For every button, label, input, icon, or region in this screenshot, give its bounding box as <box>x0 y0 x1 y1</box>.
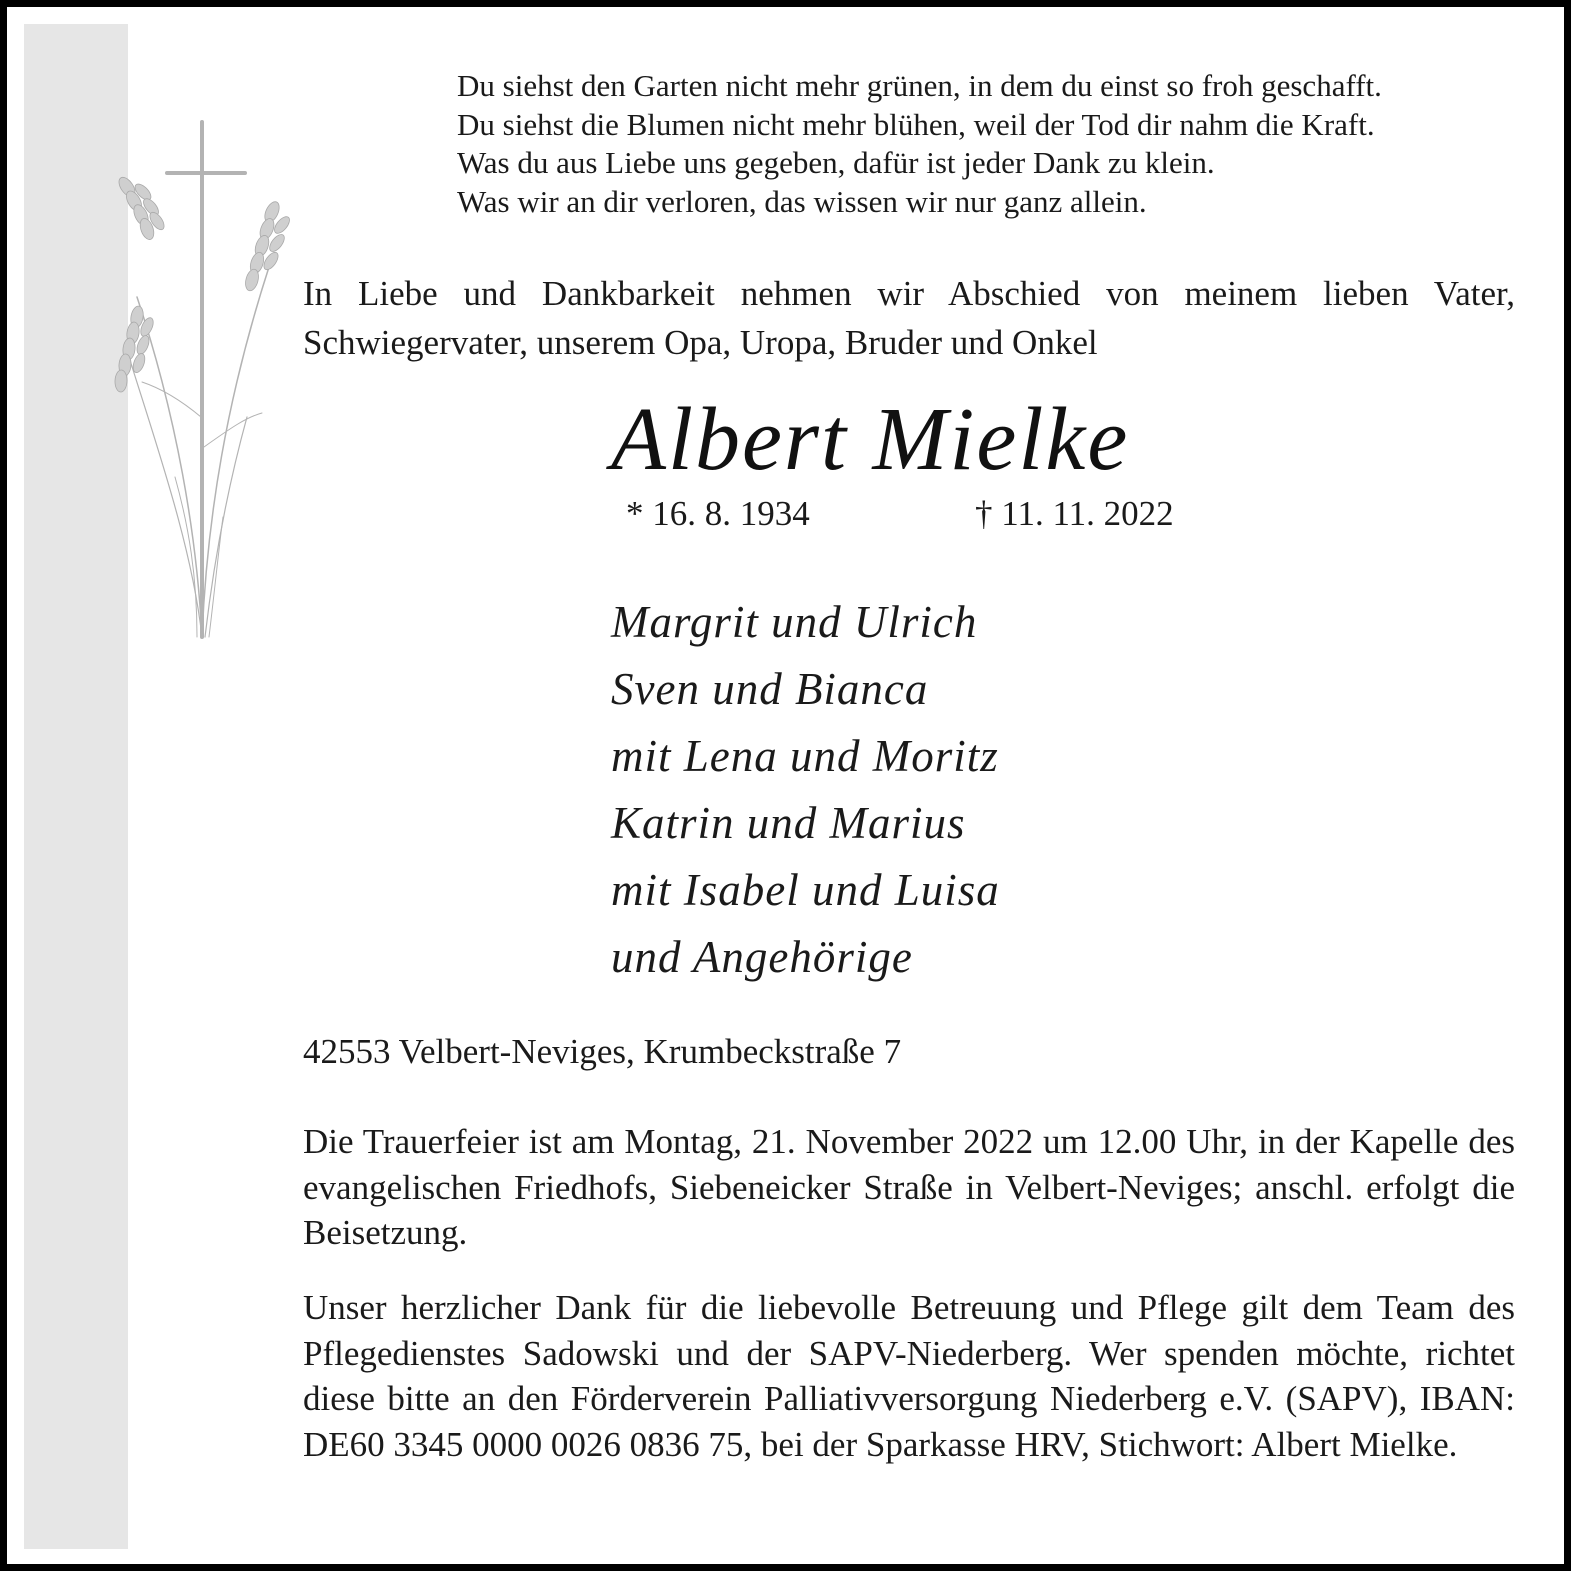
mourner-line: mit Isabel und Luisa <box>611 865 1000 915</box>
mourner-line: Katrin und Marius <box>611 798 966 848</box>
poem <box>457 67 1527 221</box>
cross-with-wheat-icon <box>97 117 307 657</box>
poem-line: Was wir an dir verloren, das wissen wir nur ganz allein. <box>457 183 1147 219</box>
deceased-name: Albert Mielke <box>611 390 1130 489</box>
address: 42553 Velbert-Neviges, Krumbeckstraße 7 <box>303 1032 902 1071</box>
mourner-line: Margrit und Ulrich <box>611 597 978 647</box>
funeral-info: Die Trauerfeier ist am Montag, 21. November 2022 um 12.00 Uhr, in der Kapelle des evangelischen Friedhofs, Siebeneicker Straße in Velbert-Neviges; anschl. erfolgt die Beisetzung. <box>303 1122 1515 1252</box>
poem-line: Du siehst die Blumen nicht mehr blühen, weil der Tod dir nahm die Kraft. <box>457 106 1375 142</box>
intro-line: Schwiegervater, unserem Opa, Uropa, Bruder und Onkel <box>303 323 1098 362</box>
birth-date: * 16. 8. 1934 <box>626 494 810 533</box>
mourner-line: Sven und Bianca <box>611 664 929 714</box>
thanks-note: Unser herzlicher Dank für die liebevolle Betreuung und Pflege gilt dem Team des Pflegedienstes Sadowski und der SAPV-Niederberg. Wer spenden möchte, richtet diese bitte an den Förderverein Palliativversorgung Niederberg e.V. (SAPV), IBAN: DE60 3345 0000 0026 0836 75, bei der Sparkasse HRV, Stichwort: Albert Mielke. <box>303 1288 1515 1464</box>
mourners-list <box>611 589 1000 991</box>
mourner-line: mit Lena und Moritz <box>611 731 999 781</box>
poem-line: Du siehst den Garten nicht mehr grünen, in dem du einst so froh geschafft. <box>457 68 1382 103</box>
poem-line: Was du aus Liebe uns gegeben, dafür ist jeder Dank zu klein. <box>457 145 1215 180</box>
mourner-line: und Angehörige <box>611 932 913 982</box>
intro-line: In Liebe und Dankbarkeit nehmen wir Abschied von meinem lieben Vater, <box>303 274 1515 313</box>
intro-text <box>303 269 1515 367</box>
death-date: † 11. 11. 2022 <box>975 494 1174 533</box>
